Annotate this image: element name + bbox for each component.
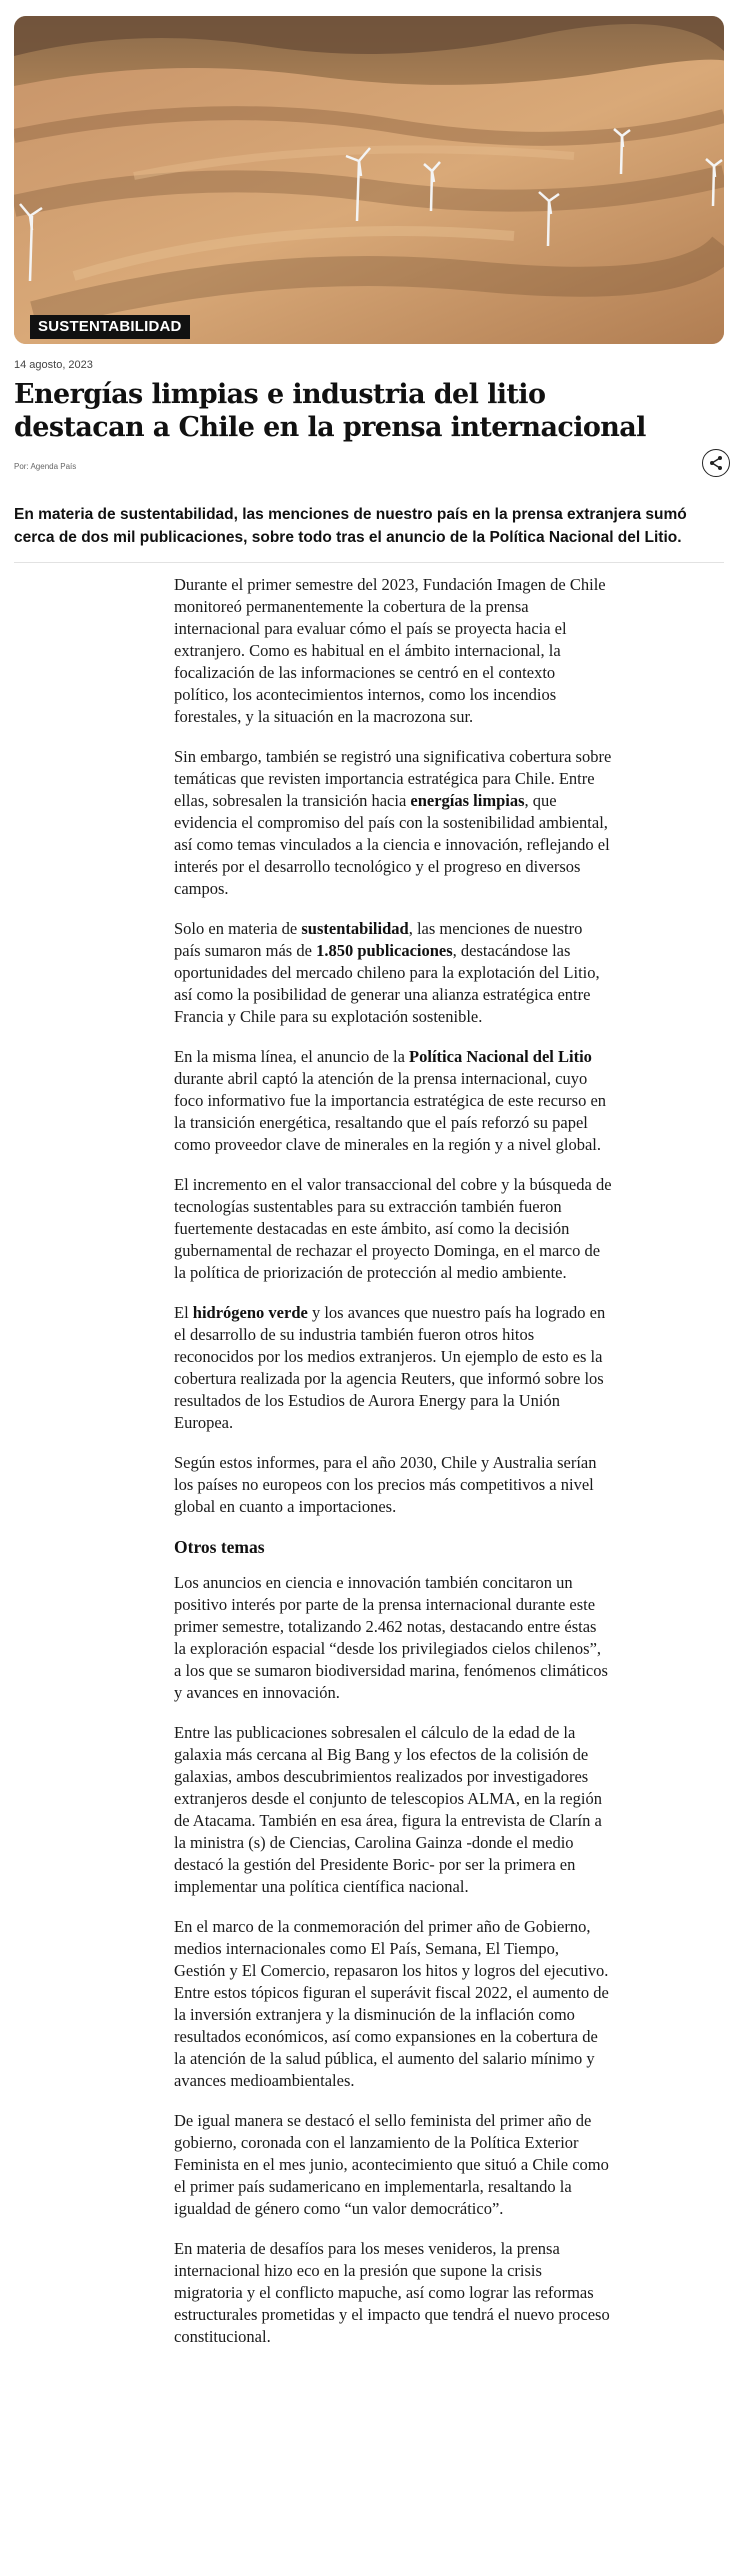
text-span: , las menciones de nuestro país sumaron más de [174, 919, 583, 960]
text-span: , destacándose las oportunidades del mercado chileno para la explotación del Litio, así como la posibilidad de generar una alianza estratégica entre Francia y Chile para su explotación sostenible. [174, 941, 600, 1026]
article-author: Por: Agenda País [14, 462, 77, 471]
article-lead: En materia de sustentabilidad, las menciones de nuestro país en la prensa extranjera sumó cerca de dos mil publicaciones, sobre todo tras el anuncio de la Política Nacional del Litio. [14, 506, 687, 546]
paragraph: El incremento en el valor transaccional del cobre y la búsqueda de tecnologías sustentables para su extracción también fueron fuertemente destacadas en este ámbito, así como la decisión gubernamental de rechazar el proyecto Dominga, en el marco de la política de priorización de protección al medio ambiente. [174, 1175, 612, 1282]
paragraph: Durante el primer semestre del 2023, Fundación Imagen de Chile monitoreó permanentemente la cobertura de la prensa internacional para evaluar cómo el país se proyecta hacia el extranjero. Como es habitual en el ámbito internacional, la focalización de las informaciones se centró en el contexto político, los acontecimientos internos, como los incendios forestales, y la situación en la macrozona sur. [174, 575, 606, 726]
share-button[interactable] [702, 449, 730, 477]
paragraph: Entre las publicaciones sobresalen el cálculo de la edad de la galaxia más cercana al Big Bang y los efectos de la colisión de galaxias, ambos descubrimientos realizados por investigadores extranjeros desde el conjunto de telescopios ALMA, en la región de Atacama. También en esa área, figura la entrevista de Clarín a la ministra (s) de Ciencias, Carolina Gainza -donde el medio destacó la gestión del Presidente Boric- por ser la primera en implementar una política científica nacional. [174, 1723, 602, 1896]
paragraph [174, 1046, 612, 1156]
text-span: Sin embargo, también se registró una significativa cobertura sobre temáticas que revisten importancia estratégica para Chile. Entre ellas, sobresalen la transición hacia [174, 747, 612, 810]
hero-image [14, 16, 724, 344]
text-span: En la misma línea, el anuncio de la [174, 1047, 410, 1066]
section-heading: Otros temas [174, 1537, 265, 1557]
publish-date: 14 agosto, 2023 [14, 359, 93, 371]
category-tag[interactable]: SUSTENTABILIDAD [30, 315, 190, 339]
highlight-lithium-policy: Política Nacional del Litio [409, 1047, 592, 1066]
paragraph: Los anuncios en ciencia e innovación también concitaron un positivo interés por parte de la prensa internacional durante este primer semestre, totalizando 2.462 notas, destacando entre éstas la exploración espacial “desde los privilegiados cielos chilenos”, a los que se sumaron biodiversidad marina, fenómenos climáticos y avances en innovación. [174, 1573, 608, 1702]
highlight-sustainability: sustentabilidad [301, 919, 409, 938]
highlight-green-hydrogen: hidrógeno verde [192, 1303, 308, 1322]
divider [14, 562, 724, 563]
paragraph [174, 918, 612, 1028]
paragraph: De igual manera se destacó el sello feminista del primer año de gobierno, coronada con el lanzamiento de la Política Exterior Feminista en el mes junio, acontecimiento que situó a Chile como el primer país sudamericano en implementarla, resaltando la igualdad de género como “un valor democrático”. [174, 2111, 609, 2218]
paragraph [174, 1302, 612, 1434]
text-span: durante abril captó la atención de la prensa internacional, cuyo foco informativo fue la importancia estratégica de este recurso en la transición energética, resaltando que el país reforzó su papel como proveedor clave de minerales en la región y a nivel global. [174, 1069, 607, 1154]
share-icon [708, 455, 724, 471]
text-span: , que evidencia el compromiso del país con la sostenibilidad ambiental, así como temas vinculados a la ciencia e innovación, reflejando el interés por el desarrollo tecnológico y el progreso en diversos campos. [174, 791, 610, 898]
paragraph: En materia de desafíos para los meses venideros, la prensa internacional hizo eco en la presión que supone la crisis migratoria y el conflicto mapuche, así como lograr las reformas estructurales prometidas y el impacto que tendrá el nuevo proceso constitucional. [174, 2239, 610, 2346]
wind-farm-desert-photo [14, 16, 724, 344]
paragraph: En el marco de la conmemoración del primer año de Gobierno, medios internacionales como El País, Semana, El Tiempo, Gestión y El Comercio, repasaron los hitos y logros del ejecutivo. Entre estos tópicos figuran el superávit fiscal 2022, el aumento de la inversión extranjera y la disminución de la inflación como resultados económicos, así como expansiones en la cobertura de la atención de la salud pública, el aumento del salario mínimo y avances medioambientales. [174, 1917, 609, 2090]
paragraph: Según estos informes, para el año 2030, Chile y Australia serían los países no europeos con los precios más competitivos a nivel global en cuanto a importaciones. [174, 1453, 597, 1516]
text-span: El [174, 1303, 193, 1322]
text-span: y los avances que nuestro país ha logrado en el desarrollo de su industria también fueron otros hitos reconocidos por los medios extranjeros. Un ejemplo de esto es la cobertura realizada por la agencia Reuters, que informó sobre los resultados de los Estudios de Aurora Energy para la Unión Europea. [174, 1303, 606, 1432]
text-span: Solo en materia de [174, 919, 302, 938]
paragraph [174, 746, 612, 900]
highlight-clean-energy: energías limpias [410, 791, 525, 810]
article-body [174, 574, 612, 2366]
article-title: Energías limpias e industria del litio destacan a Chile en la prensa internacional [14, 379, 646, 443]
highlight-publications: 1.850 publicaciones [316, 941, 453, 960]
